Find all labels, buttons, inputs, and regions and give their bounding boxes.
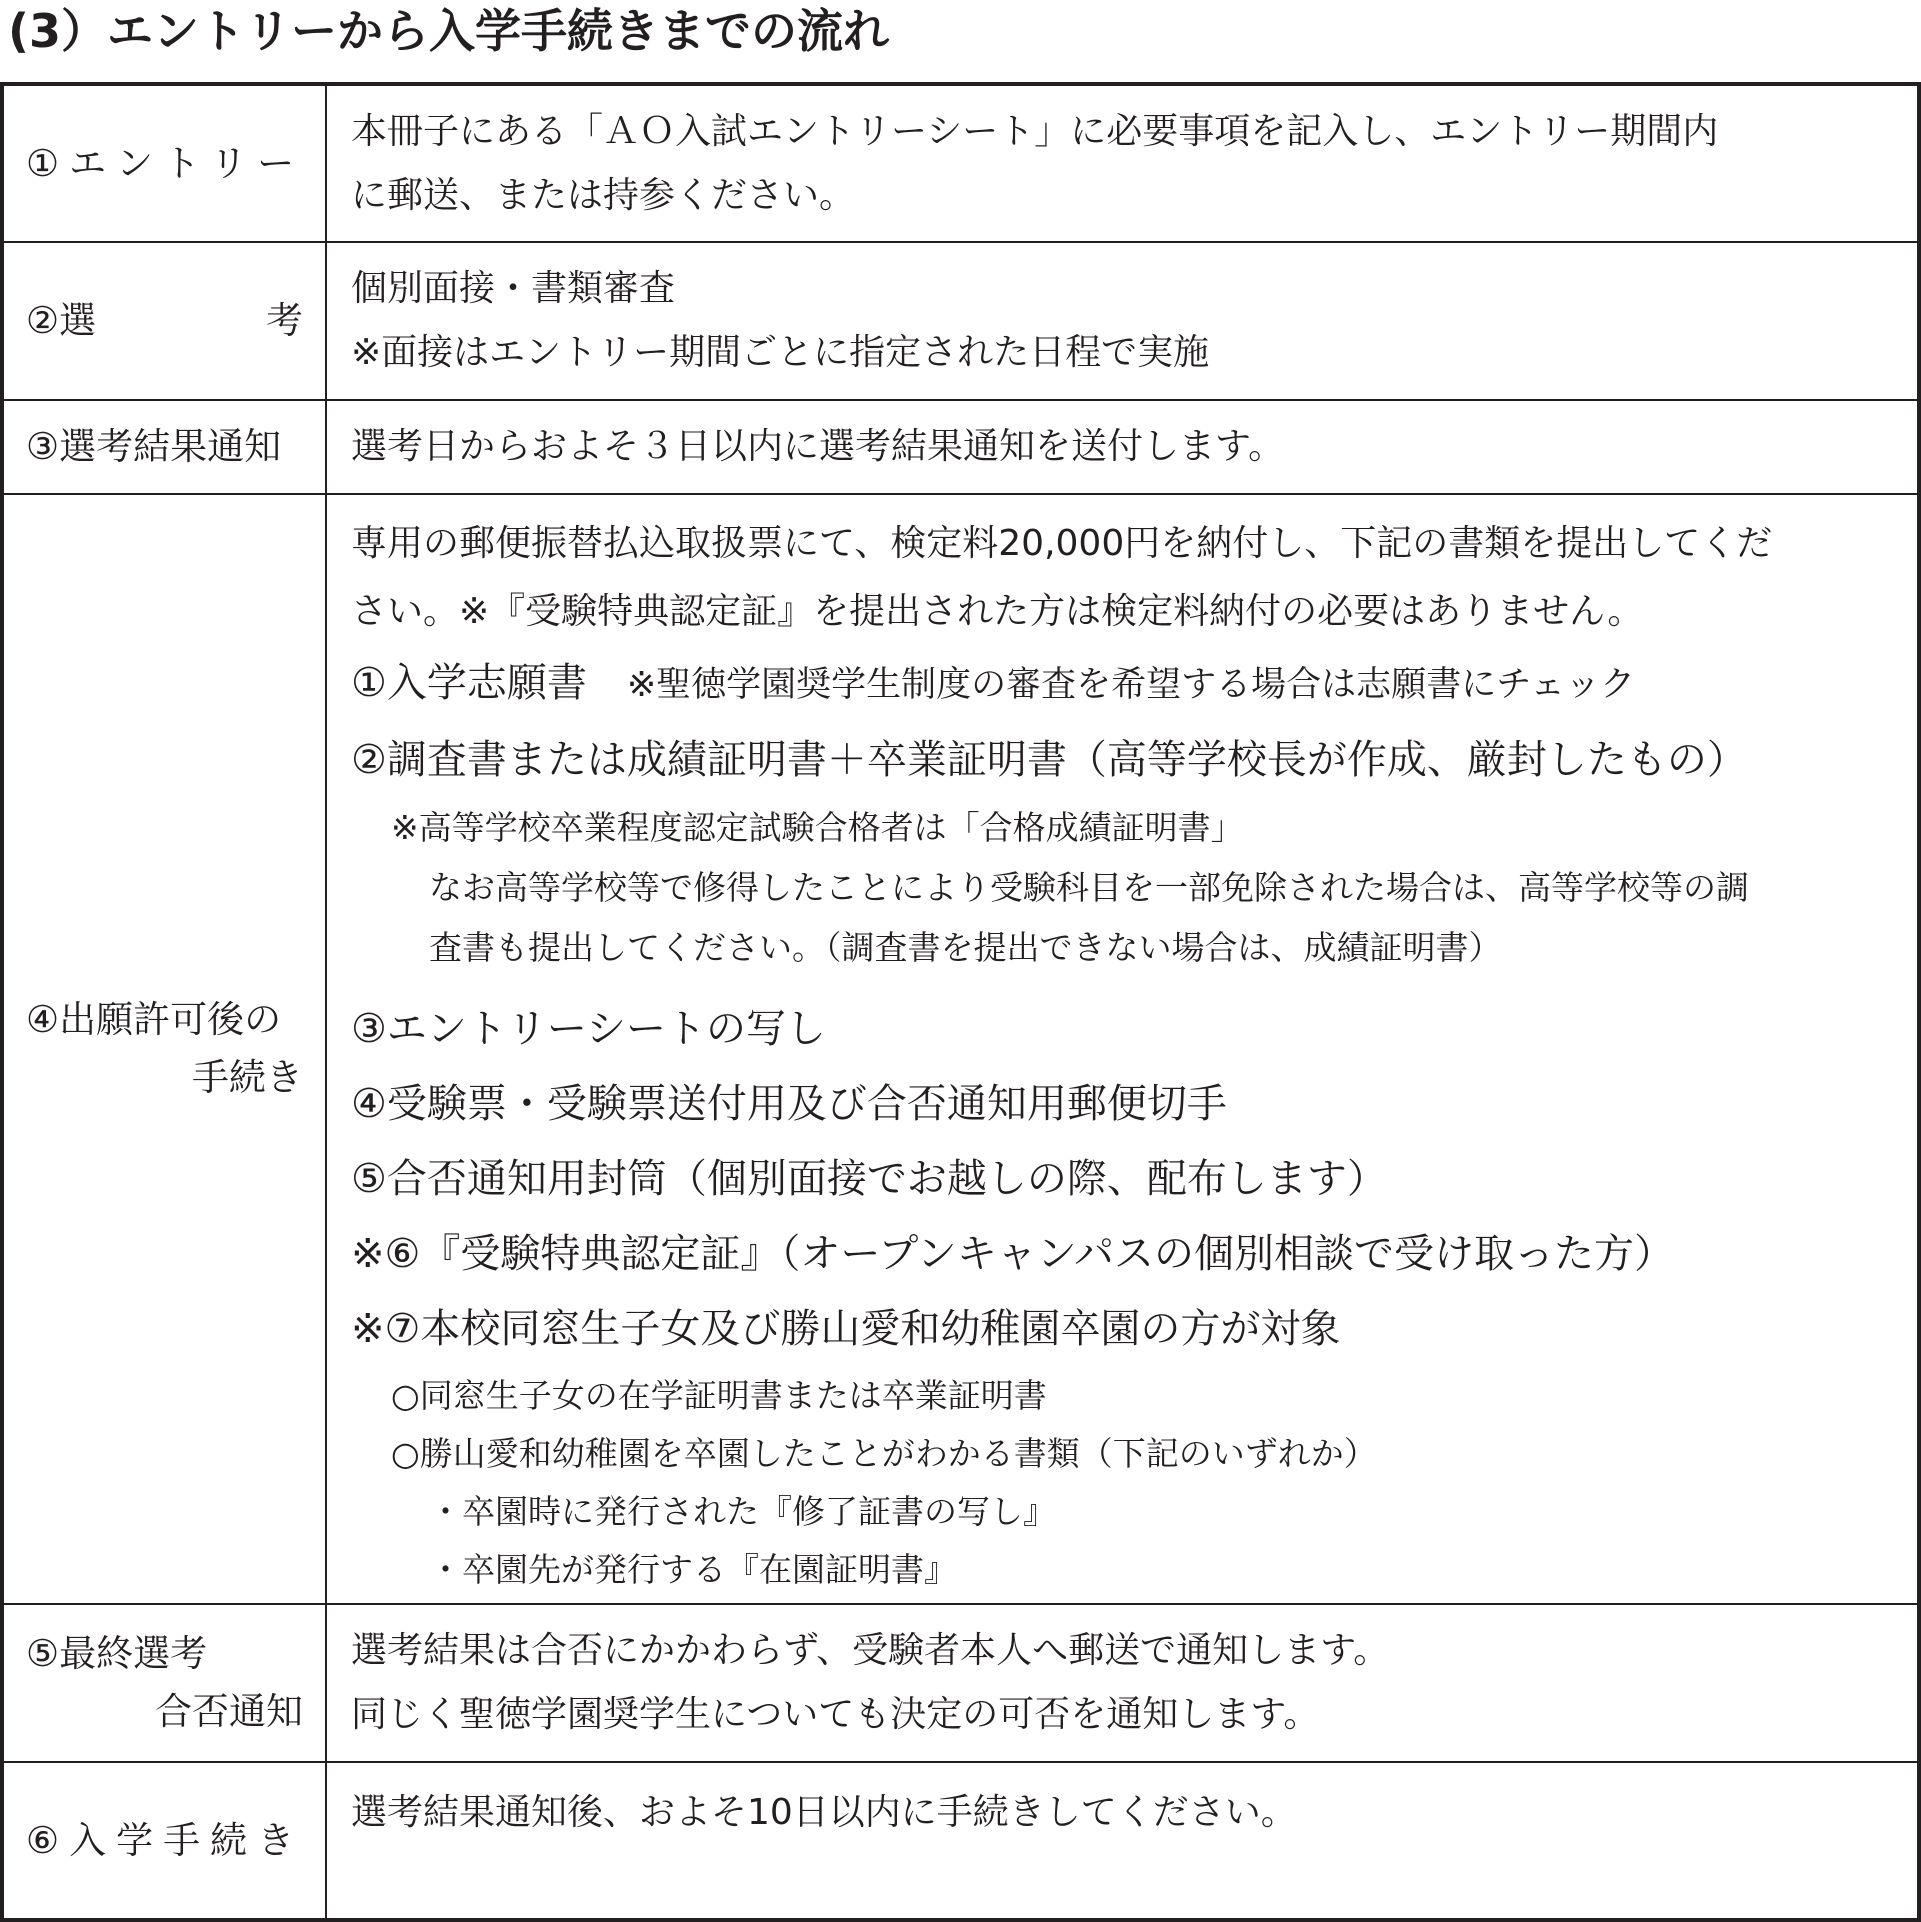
page-title: (3）エントリーから入学手続きまでの流れ	[8, 4, 890, 58]
body-text: さい。※『受験特典認定証』を提出された方は検定料納付の必要はありません。	[351, 590, 1644, 632]
table-row	[2, 494, 1919, 1604]
table-row	[2, 242, 1919, 400]
document-item	[351, 646, 1897, 723]
step-body-cell	[326, 1762, 1919, 1920]
table-row	[2, 400, 1919, 494]
step-body-cell	[326, 242, 1919, 400]
step-name-cell	[2, 84, 326, 242]
table-row	[2, 1762, 1919, 1920]
document-item: ⑤合否通知用封筒（個別面接でお越しの際、配布します）	[351, 1155, 1387, 1202]
document-item: ④受験票・受験票送付用及び合否通知用郵便切手	[351, 1080, 1227, 1127]
step-name-cell	[2, 1604, 326, 1762]
step-label-part: ②選	[26, 299, 97, 342]
step-body-cell	[326, 84, 1919, 242]
step-label-part: 考	[266, 299, 303, 342]
step-label-final-result: ⑤最終選考	[26, 1632, 208, 1675]
document-item-note: ※聖徳学園奨学生制度の審査を希望する場合は志願書にチェック	[626, 664, 1636, 705]
document-item-note: ※高等学校卒業程度認定試験合格者は「合格成績証明書」	[391, 807, 1244, 847]
table-row	[2, 1604, 1919, 1762]
document-sub-item: ○同窓生子女の在学証明書または卒業証明書	[391, 1375, 1047, 1415]
step-body-cell	[326, 494, 1919, 1604]
step-label-final-result-cont: 合否通知	[155, 1690, 303, 1733]
body-text: 選考結果通知後、およそ10日以内に手続きしてください。	[351, 1792, 1297, 1833]
step-label-post-approval: ④出願許可後の	[26, 998, 282, 1041]
step-label-enrollment: ⑥入学手続き	[26, 1818, 305, 1862]
document-item: ③エントリーシートの写し	[351, 1005, 827, 1052]
document-sub-sub-item: ・卒園先が発行する『在園証明書』	[429, 1549, 957, 1589]
document-item: ②調査書または成績証明書＋卒業証明書（高等学校長が作成、厳封したもの）	[351, 736, 1747, 783]
document-item-label: ①入学志願書	[351, 659, 587, 706]
step-label-entry: ①エントリー	[26, 141, 305, 185]
step-label-post-approval-cont: 手続き	[192, 1056, 303, 1099]
document-sub-item: ○勝山愛和幼稚園を卒園したことがわかる書類（下記のいずれか）	[391, 1433, 1377, 1473]
body-text: 専用の郵便振替払込取扱票にて、検定料20,000円を納付し、下記の書類を提出してくだ	[351, 522, 1773, 564]
document-sub-sub-item: ・卒園時に発行された『修了証書の写し』	[429, 1491, 1056, 1531]
document-item: ※⑦本校同窓生子女及び勝山愛和幼稚園卒園の方が対象	[351, 1305, 1341, 1352]
body-text: 個別面接・書類審査	[351, 268, 676, 309]
admission-flow-table	[0, 82, 1921, 1922]
document-item: ※⑥『受験特典認定証』（オープンキャンパスの個別相談で受け取った方）	[351, 1230, 1674, 1277]
body-text: ※面接はエントリー期間ごとに指定された日程で実施	[351, 332, 1210, 373]
step-body-cell	[326, 400, 1919, 494]
step-name-cell	[2, 242, 326, 400]
body-text: 選考結果は合否にかかわらず、受験者本人へ郵送で通知します。	[351, 1630, 1390, 1671]
body-text: 同じく聖徳学園奨学生についても決定の可否を通知します。	[351, 1694, 1320, 1735]
step-name-cell	[2, 494, 326, 1604]
step-label-result-notice: ③選考結果通知	[26, 425, 282, 468]
step-name-cell	[2, 1762, 326, 1920]
document-item-note: 査書も提出してください。（調査書を提出できない場合は、成績証明書）	[429, 927, 1502, 967]
body-text: 本冊子にある「ＡＯ入試エントリーシート」に必要事項を記入し、エントリー期間内	[351, 110, 1719, 152]
step-body-cell	[326, 1604, 1919, 1762]
body-text: 選考日からおよそ３日以内に選考結果通知を送付します。	[351, 426, 1285, 467]
body-text: に郵送、または持参ください。	[351, 174, 856, 216]
document-item-note: なお高等学校等で修得したことにより受験科目を一部免除された場合は、高等学校等の調	[429, 867, 1749, 907]
table-row	[2, 84, 1919, 242]
step-label-selection	[26, 292, 303, 350]
step-name-cell	[2, 400, 326, 494]
